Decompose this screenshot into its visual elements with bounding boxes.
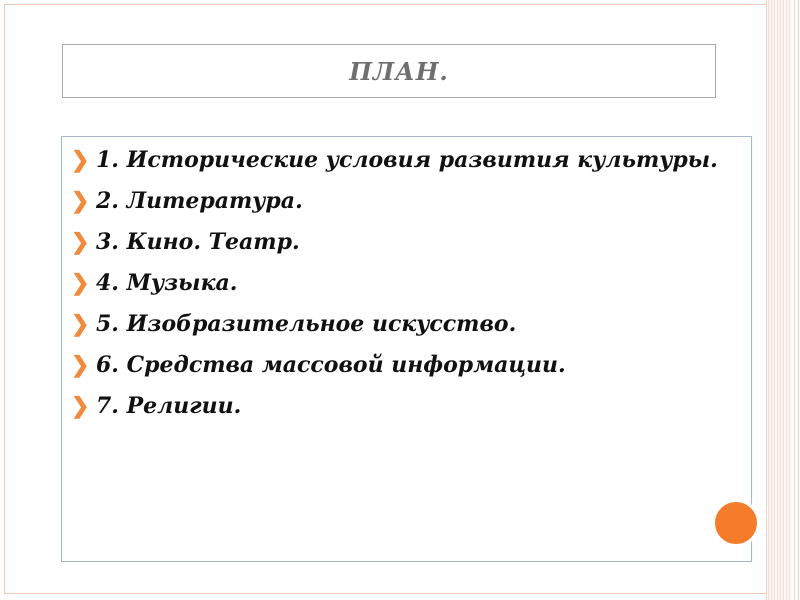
list-item: [62, 391, 742, 421]
plan-list: [62, 145, 742, 432]
chevron-bullet-icon: ❯: [71, 311, 90, 337]
list-item: [62, 186, 742, 216]
list-item-text: 6. Средства массовой информации.: [96, 352, 566, 378]
content-box: [61, 136, 752, 562]
decorative-stripe-inner: [768, 0, 792, 600]
list-item: [62, 350, 742, 380]
page-title: ПЛАН.: [349, 56, 449, 86]
chevron-bullet-icon: ❯: [71, 229, 90, 255]
list-item: [62, 227, 742, 257]
list-item-text: 2. Литература.: [96, 188, 303, 214]
list-item-text: 4. Музыка.: [96, 270, 238, 296]
chevron-bullet-icon: ❯: [71, 270, 90, 296]
chevron-bullet-icon: ❯: [71, 188, 90, 214]
decorative-circle: [712, 499, 760, 547]
list-item: [62, 145, 742, 175]
chevron-bullet-icon: ❯: [71, 393, 90, 419]
chevron-bullet-icon: ❯: [71, 147, 90, 173]
title-box: [62, 44, 716, 98]
list-item-text: 3. Кино. Театр.: [96, 229, 300, 255]
list-item: [62, 309, 742, 339]
list-item: [62, 268, 742, 298]
list-item-text: 1. Исторические условия развития культуры.: [96, 147, 718, 173]
chevron-bullet-icon: ❯: [71, 352, 90, 378]
list-item-text: 7. Религии.: [96, 393, 242, 419]
list-item-text: 5. Изобразительное искусство.: [96, 311, 517, 337]
